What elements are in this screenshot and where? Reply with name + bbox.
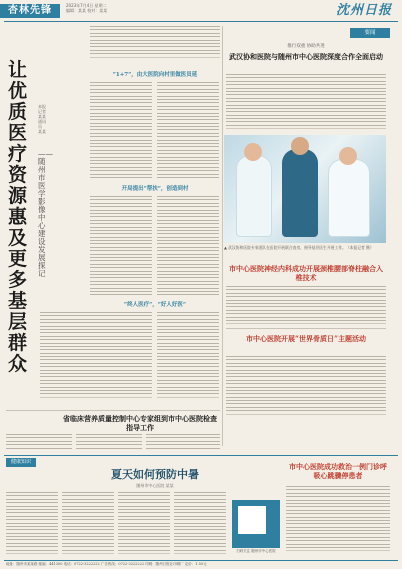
article-column xyxy=(157,312,219,404)
summer-column xyxy=(62,492,114,556)
photo-caption: ▲ 武汉协和医院专家团队在医院开展联合查房，指导基层医生开展工作。（本报记者 摄） xyxy=(224,245,374,250)
intro-paragraph xyxy=(90,26,220,70)
right-article-2 xyxy=(226,286,386,326)
right-headline-2: 市中心医院神经内科成功开展颈椎腰部脊柱融合入椎技术 xyxy=(229,264,383,282)
middle-article xyxy=(6,434,72,452)
article-column xyxy=(90,82,152,182)
middle-article xyxy=(76,434,142,452)
header-rule xyxy=(4,21,398,22)
main-subhead: ——随州市医学影像中心建设发展探记 xyxy=(38,149,53,278)
qr-code-icon xyxy=(238,506,266,534)
section-heading-2: 开局提出“帮扶”，创造到村 xyxy=(121,186,189,192)
right-headline-4: 市中心医院成功救治一例门诊呼吸心跳骤停患者 xyxy=(289,462,387,480)
article-column xyxy=(90,196,152,300)
section-rule xyxy=(4,455,398,456)
middle-article xyxy=(146,434,220,452)
right-article-4 xyxy=(286,486,390,556)
main-byline: 本报记者 某某 通讯员 某某 xyxy=(38,104,46,134)
right-headline-1: 武汉协和医院与随州市中心医院深度合作全面启动 xyxy=(229,52,383,61)
health-strip-label: 健康知识 xyxy=(10,459,31,465)
right-headline-3: 市中心医院开展“世界骨质日”主题活动 xyxy=(245,334,367,343)
article-column xyxy=(40,312,152,404)
article-column xyxy=(157,82,219,182)
section-name: 杏林先锋 xyxy=(8,5,52,16)
right-kicker: 推行双重 协助共进 xyxy=(287,44,325,49)
summer-headline: 夏天如何预防中暑 xyxy=(111,468,199,481)
article-column xyxy=(157,196,219,300)
summer-column xyxy=(174,492,226,556)
summer-byline: 随州市中心医院 某某 xyxy=(136,483,174,488)
summer-column xyxy=(6,492,58,556)
page-footer: 地址：随州市某某路 邮编：441300 电话：0722-3222222 广告热线：0722-3222222 印刷：随州日报社印刷厂 定价：1.50元 xyxy=(6,562,207,566)
news-photo xyxy=(224,135,386,243)
section-heading-1: “1+7”，由大医院向村里做医员延 xyxy=(112,72,198,78)
issue-meta: 2023年7月4日 星期二 编辑：某某 校对：某某 xyxy=(66,3,108,13)
qr-caption: 扫码关注 随州市中心医院 xyxy=(236,549,276,553)
page-header xyxy=(0,0,402,22)
footer-rule xyxy=(4,560,398,561)
right-article-3 xyxy=(226,356,386,418)
news-tag: 要闻 xyxy=(364,30,376,36)
summer-column xyxy=(118,492,170,556)
story-divider xyxy=(226,328,386,329)
right-article-1 xyxy=(226,74,386,132)
section-heading-3: “终人医疗”，“好人好医” xyxy=(123,302,187,308)
story-divider xyxy=(6,410,220,411)
middle-headline: 省临床营养质量控制中心专家组到市中心医院检查指导工作 xyxy=(63,414,217,432)
column-divider xyxy=(222,26,223,446)
paper-title: 沈州日报 xyxy=(335,3,392,18)
main-headline: 让优质医疗资源惠及更多基层群众 xyxy=(8,59,28,375)
